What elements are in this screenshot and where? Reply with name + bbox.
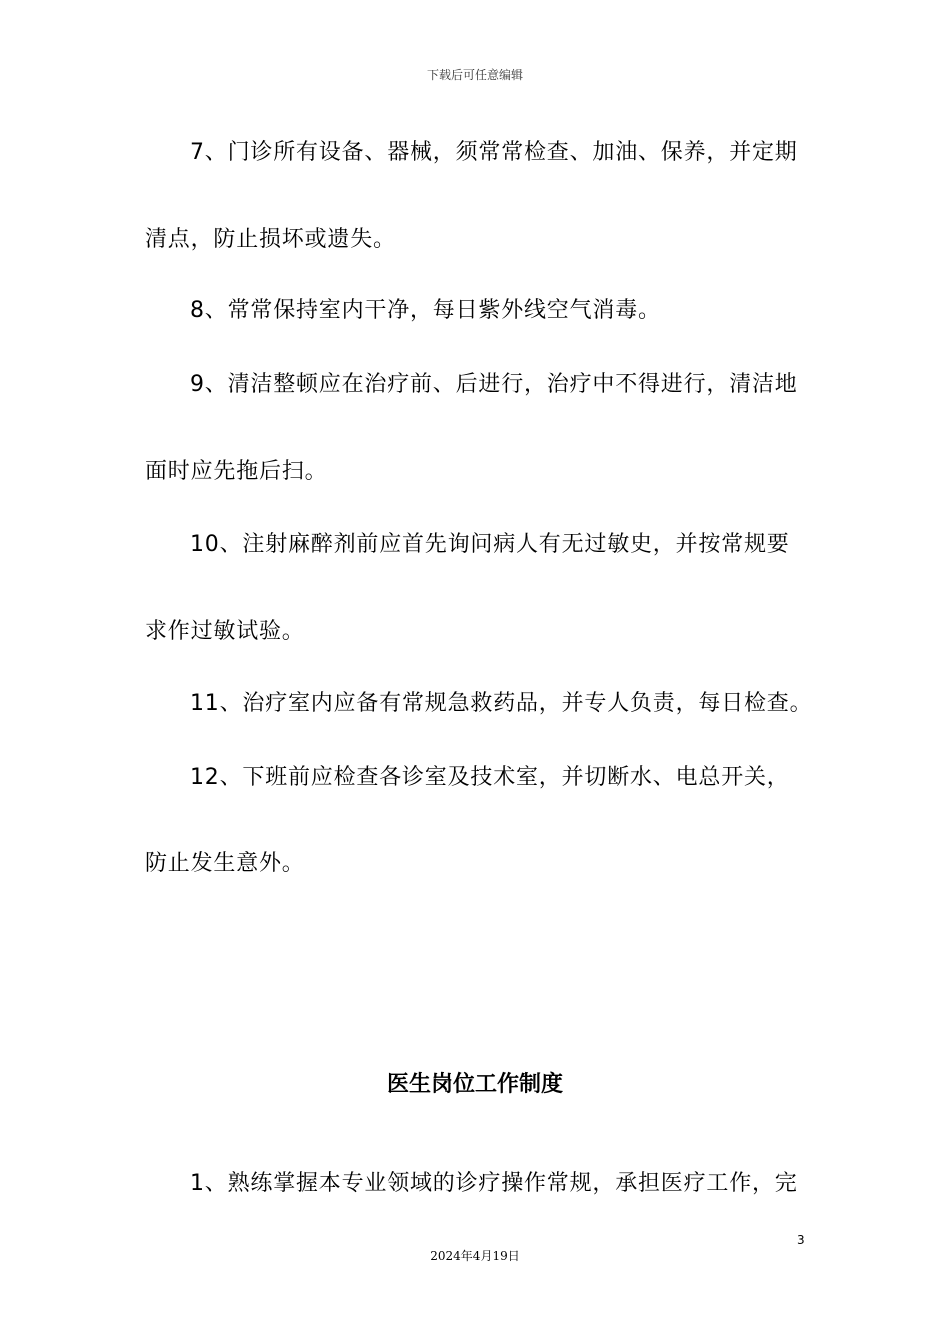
item-10-line-1: 10、注射麻醉剂前应首先询问病人有无过敏史，并按常规要 (190, 532, 790, 557)
page-number: 3 (797, 1233, 805, 1247)
item-12-line-2: 防止发生意外。 (145, 851, 305, 876)
footer-date: 2024年4月19日 (430, 1249, 520, 1263)
item-8-line-1: 8、常常保持室内干净，每日紫外线空气消毒。 (190, 298, 661, 323)
item-11-line-1: 11、治疗室内应备有常规急救药品，并专人负责，每日检查。 (190, 691, 813, 716)
item-9-line-1: 9、清洁整顿应在治疗前、后进行，治疗中不得进行，清洁地 (190, 372, 798, 397)
item-7-line-1: 7、门诊所有设备、器械，须常常检查、加油、保养，并定期 (190, 140, 798, 165)
item-10-line-2: 求作过敏试验。 (145, 619, 305, 644)
item-12-line-1: 12、下班前应检查各诊室及技术室，并切断水、电总开关， (190, 765, 790, 790)
item-7-line-2: 清点，防止损坏或遗失。 (145, 227, 396, 252)
item-9-line-2: 面时应先拖后扫。 (145, 459, 328, 484)
section-item-1-line-1: 1、熟练掌握本专业领域的诊疗操作常规，承担医疗工作，完 (190, 1171, 798, 1196)
page-header: 下载后可任意编辑 (426, 68, 523, 82)
section-title: 医生岗位工作制度 (386, 1072, 563, 1097)
